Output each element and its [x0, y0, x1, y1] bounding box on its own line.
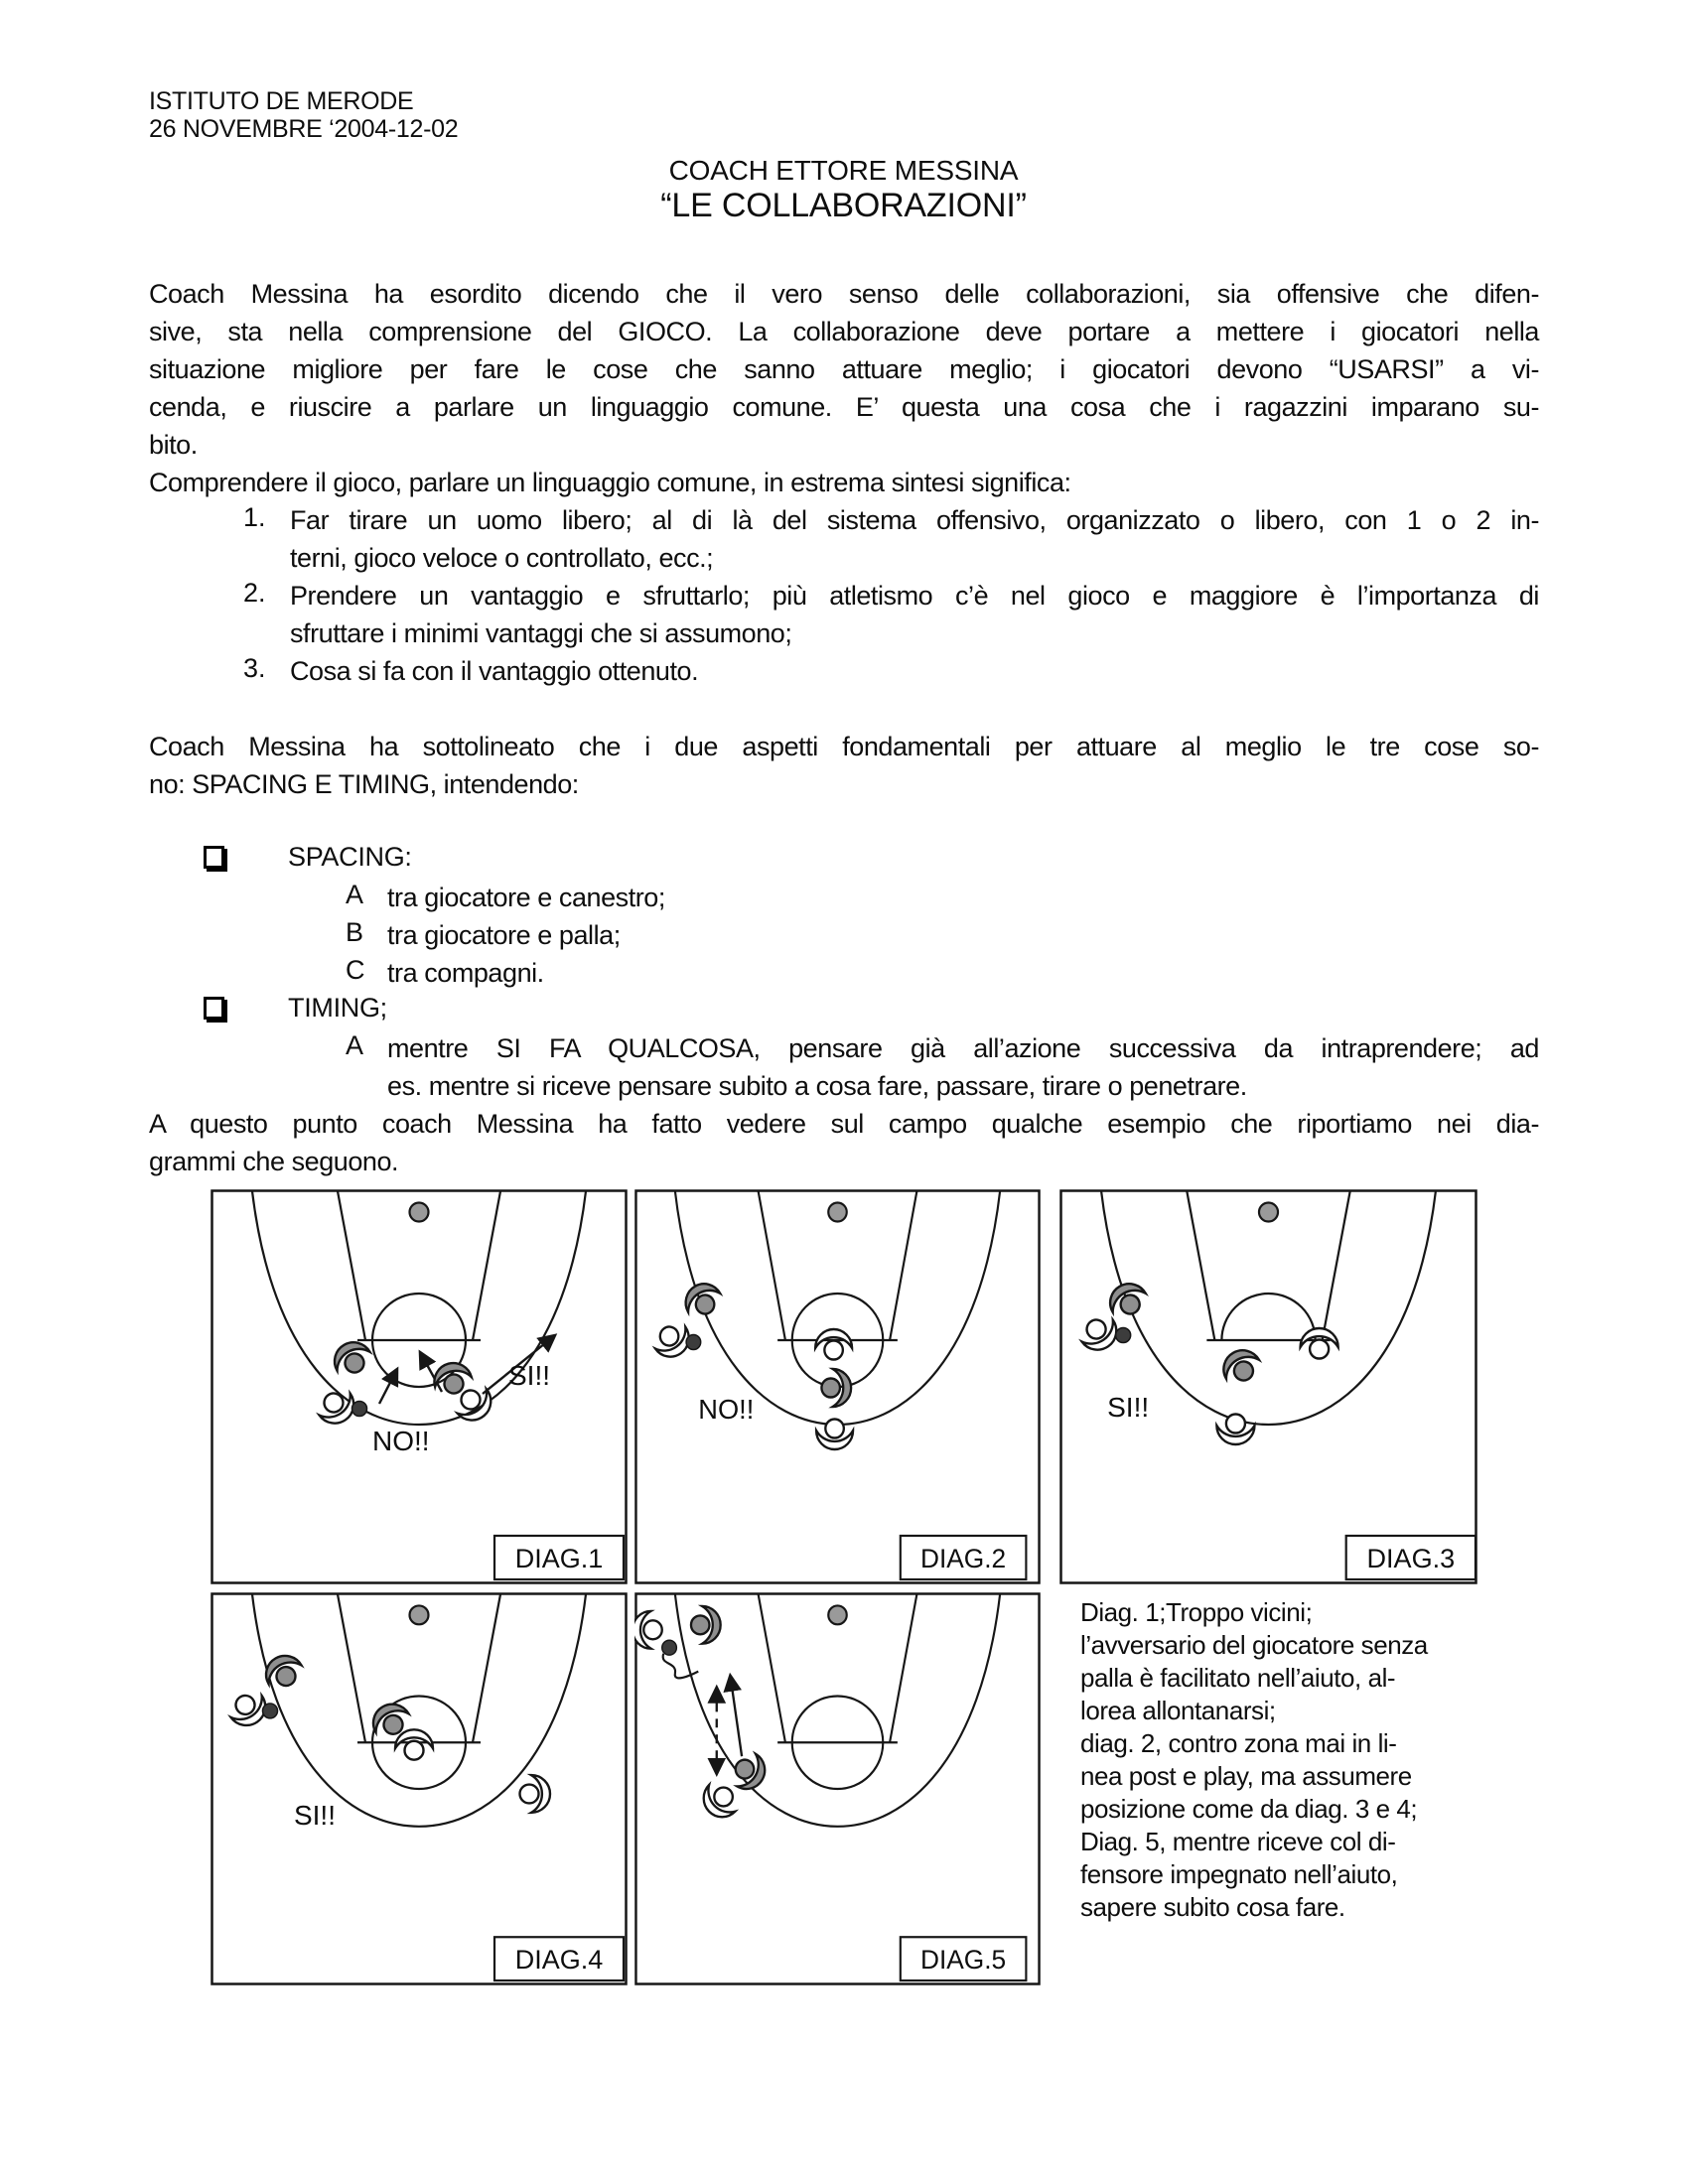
list-number: 3.: [243, 653, 266, 683]
spacing-heading: SPACING:: [288, 842, 412, 872]
sub-item-letter: C: [346, 955, 365, 985]
note-line: sapere subito cosa fare.: [1080, 1892, 1345, 1922]
defender-icon: [259, 1649, 307, 1694]
diagram-label: DIAG.3: [1366, 1544, 1456, 1573]
header-institute: ISTITUTO DE MERODE: [149, 87, 414, 115]
note-line: nea post e play, ma assumere: [1080, 1761, 1412, 1791]
diagram-label: DIAG.2: [920, 1543, 1007, 1574]
ball-icon: [1116, 1328, 1131, 1343]
defender-icon: [1216, 1343, 1264, 1388]
ball-icon: [686, 1335, 701, 1350]
note-line: palla è facilitato nell’aiuto, al-: [1080, 1663, 1396, 1693]
list-number: 1.: [243, 502, 266, 532]
si-label: SI!!: [508, 1360, 551, 1391]
timing-heading: TIMING;: [288, 993, 387, 1023]
note-line: diag. 2, contro zona mai in li-: [1080, 1728, 1397, 1758]
list-item-line: sfruttare i minimi vantaggi che si assumono;: [290, 618, 792, 648]
sub-item-letter: B: [346, 917, 364, 947]
paragraph-line: sive, sta nella comprensione del GIOCO. La collaborazione deve portare a mettere i giocatori nella: [149, 317, 1539, 346]
paragraph-line: Comprendere il gioco, parlare un linguaggio comune, in estrema sintesi significa:: [149, 468, 1071, 497]
sub-item-text: es. mentre si riceve pensare subito a cosa fare, passare, tirare o penetrare.: [387, 1071, 1247, 1101]
paragraph-line: cenda, e riuscire a parlare un linguaggio comune. E’ questa una cosa che i ragazzini imparano su-: [149, 392, 1539, 422]
no-label: NO!!: [698, 1393, 755, 1426]
note-line: fensore impegnato nell’aiuto,: [1080, 1859, 1398, 1889]
cut-arrow: [730, 1676, 742, 1757]
doc-title: COACH ETTORE MESSINA: [668, 155, 1019, 186]
sub-item-text: tra giocatore e canestro;: [387, 883, 665, 912]
list-item-line: Prendere un vantaggio e sfruttarlo; più atletismo c’è nel gioco e maggiore è l’importanza di: [290, 581, 1539, 611]
note-line: lorea allontanarsi;: [1080, 1696, 1276, 1725]
checkbox-icon: [204, 997, 224, 1024]
defender-icon: [691, 1606, 721, 1644]
court-diagram-5: [634, 1592, 1041, 1985]
list-item-line: terni, gioco veloce o controllato, ecc.;: [290, 543, 714, 573]
checkbox-icon: [204, 846, 224, 874]
note-line: l’avversario del giocatore senza: [1080, 1630, 1428, 1660]
diagram-label: DIAG.1: [514, 1544, 604, 1573]
diagram-label: DIAG.5: [919, 1944, 1007, 1976]
free-throw-circle: [1221, 1294, 1315, 1340]
ball-icon: [263, 1704, 278, 1718]
offense-icon: [696, 1777, 743, 1825]
sub-item-text: tra giocatore e palla;: [387, 920, 621, 950]
ball-icon: [352, 1402, 367, 1417]
si-label: SI!!: [1107, 1392, 1150, 1423]
note-line: Diag. 1;Troppo vicini;: [1080, 1597, 1313, 1627]
defender-icon: [679, 1277, 726, 1321]
paragraph-line: bito.: [149, 430, 198, 460]
ball-icon: [662, 1640, 677, 1655]
court-diagram-2: [634, 1189, 1041, 1584]
paragraph-line: Coach Messina ha sottolineato che i due aspetti fondamentali per attuare al meglio le tre cose so-: [149, 732, 1539, 761]
sub-item-text: tra compagni.: [387, 958, 544, 988]
no-label: NO!!: [372, 1426, 430, 1456]
defender-icon: [1103, 1277, 1151, 1321]
offense-icon: [1301, 1328, 1338, 1359]
si-label: SI!!: [294, 1799, 336, 1831]
offense-icon: [815, 1329, 852, 1360]
paragraph-line: Coach Messina ha esordito dicendo che il vero senso delle collaborazioni, sia offensive che difen-: [149, 279, 1539, 309]
defender-icon: [728, 1748, 772, 1796]
list-number: 2.: [243, 578, 266, 608]
paragraph-line: grammi che seguono.: [149, 1147, 399, 1176]
paragraph-line: situazione migliore per fare le cose che sanno attuare meglio; i giocatori devono “USARSI” a vi-: [149, 354, 1539, 384]
offense-icon: [395, 1729, 433, 1759]
paragraph-line: no: SPACING E TIMING, intendendo:: [149, 769, 579, 799]
defender-icon: [328, 1335, 375, 1380]
sub-item-letter: A: [346, 880, 364, 909]
court-diagram-3: [1059, 1189, 1477, 1584]
offense-icon: [634, 1611, 662, 1649]
note-line: Diag. 5, mentre riceve col di-: [1080, 1827, 1396, 1856]
court-lines: [1061, 1191, 1476, 1583]
list-item-line: Cosa si fa con il vantaggio ottenuto.: [290, 656, 699, 686]
paragraph-line: A questo punto coach Messina ha fatto vedere sul campo qualche esempio che riportiamo nei dia-: [149, 1109, 1539, 1139]
diagram-label: DIAG.4: [514, 1945, 604, 1976]
defender-icon: [821, 1369, 851, 1407]
sub-item-text: mentre SI FA QUALCOSA, pensare già all’azione successiva da intraprendere; ad: [387, 1033, 1539, 1063]
offense-icon: [1216, 1415, 1254, 1445]
list-item-line: Far tirare un uomo libero; al di là del sistema offensivo, organizzato o libero, con 1 o 2 in-: [290, 505, 1539, 535]
header-date: 26 NOVEMBRE ‘2004-12-02: [149, 115, 459, 143]
court-diagram-1: [211, 1189, 628, 1584]
sub-item-letter: A: [346, 1030, 364, 1060]
court-diagram-4: [211, 1592, 628, 1985]
offense-icon: [520, 1775, 551, 1813]
doc-subtitle: “LE COLLABORAZIONI”: [660, 187, 1027, 224]
note-line: posizione come da diag. 3 e 4;: [1080, 1794, 1418, 1824]
screen-path: [663, 1654, 699, 1679]
